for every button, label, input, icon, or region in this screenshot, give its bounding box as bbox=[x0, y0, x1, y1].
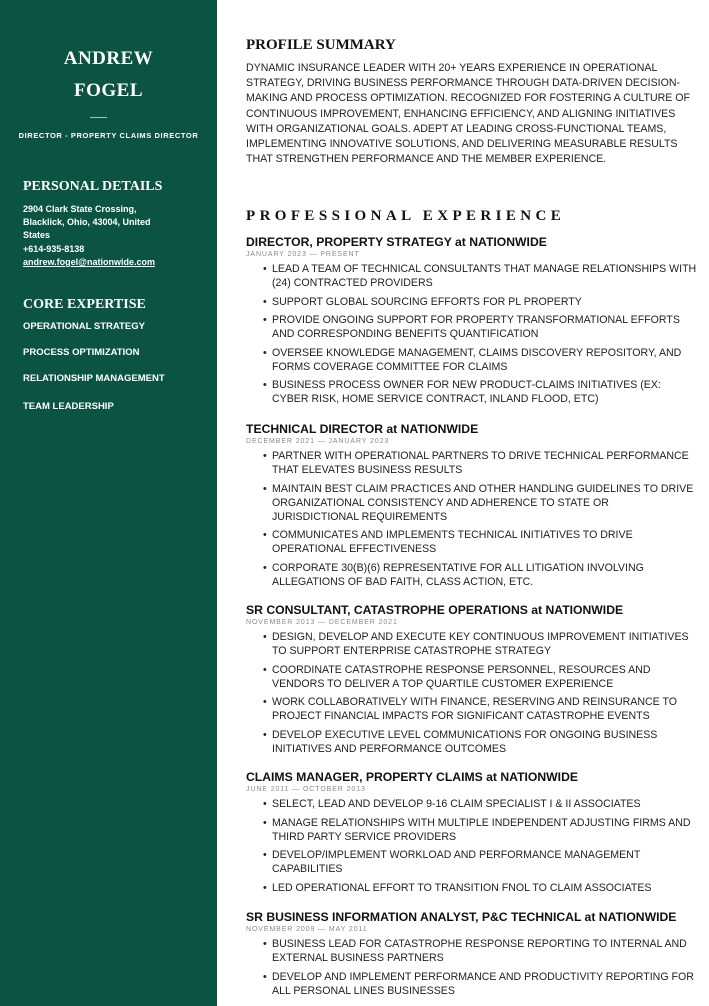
phone: +614-935-8138 bbox=[23, 244, 85, 254]
address: 2904 Clark State Crossing, Blacklick, Ohio, 43004, United States bbox=[23, 204, 151, 240]
skill-item: TEAM LEADERSHIP bbox=[23, 401, 114, 412]
job-bullets bbox=[246, 797, 698, 895]
skill-item: OPERATIONAL STRATEGY bbox=[23, 321, 145, 332]
bullet-item: • DEVELOP/IMPLEMENT WORKLOAD AND PERFORMANCE MANAGEMENT CAPABILITIES bbox=[272, 848, 698, 876]
job-bullets bbox=[246, 937, 698, 998]
bullet-item: • BUSINESS LEAD FOR CATASTROPHE RESPONSE REPORTING TO INTERNAL AND EXTERNAL BUSINESS PARTNERS bbox=[272, 937, 698, 965]
job-entry bbox=[246, 603, 698, 760]
profile-summary-heading: PROFILE SUMMARY bbox=[246, 37, 396, 53]
email-link[interactable]: andrew.fogel@nationwide.com bbox=[23, 257, 155, 267]
job-title: TECHNICAL DIRECTOR at NATIONWIDE bbox=[246, 422, 479, 436]
experience-heading: PROFESSIONAL EXPERIENCE bbox=[246, 208, 566, 224]
bullet-item: • PROVIDE ONGOING SUPPORT FOR PROPERTY TRANSFORMATIONAL EFFORTS AND CORRESPONDING BENEFITS QUANTIFICATION bbox=[272, 313, 698, 341]
last-name: FOGEL bbox=[73, 80, 143, 101]
first-name: ANDREW bbox=[63, 48, 154, 69]
job-bullets bbox=[246, 449, 698, 589]
name-divider bbox=[90, 117, 107, 118]
bullet-item: • COORDINATE CATASTROPHE RESPONSE PERSONNEL, RESOURCES AND VENDORS TO DELIVER A TOP QUARTILE CUSTOMER EXPERIENCE bbox=[272, 663, 698, 691]
bullet-item: • LEAD A TEAM OF TECHNICAL CONSULTANTS THAT MANAGE RELATIONSHIPS WITH (24) CONTRACTED PROVIDERS bbox=[272, 262, 698, 290]
bullet-item: • PARTNER WITH OPERATIONAL PARTNERS TO DRIVE TECHNICAL PERFORMANCE THAT ELEVATES BUSINESS RESULTS bbox=[272, 449, 698, 477]
bullet-item: • WORK COLLABORATIVELY WITH FINANCE, RESERVING AND REINSURANCE TO PROJECT FINANCIAL IMPACTS FOR SIGNIFICANT CATASTROPHE EVENTS bbox=[272, 695, 698, 723]
bullet-item: • BUSINESS PROCESS OWNER FOR NEW PRODUCT-CLAIMS INITIATIVES (EX: CYBER RISK, HOME SERVICE CONTRACT, INLAND FLOOD, ETC) bbox=[272, 378, 698, 406]
bullet-item: • SELECT, LEAD AND DEVELOP 9-16 CLAIM SPECIALIST I & II ASSOCIATES bbox=[272, 797, 698, 811]
job-dates: NOVEMBER 2009 — MAY 2011 bbox=[246, 926, 368, 933]
job-entry bbox=[246, 235, 698, 411]
personal-details-heading: PERSONAL DETAILS bbox=[23, 179, 163, 194]
skill-item: RELATIONSHIP MANAGEMENT bbox=[23, 373, 165, 384]
job-dates: DECEMBER 2021 — JANUARY 2023 bbox=[246, 438, 390, 445]
bullet-item: • DEVELOP AND IMPLEMENT PERFORMANCE AND PRODUCTIVITY REPORTING FOR ALL PERSONAL LINES BUSINESSES bbox=[272, 970, 698, 998]
job-entry bbox=[246, 910, 698, 1002]
bullet-item: • MAINTAIN BEST CLAIM PRACTICES AND OTHER HANDLING GUIDELINES TO DRIVE ORGANIZATIONAL CONSISTENCY AND ADHERENCE TO STATE OR JURISDICTIONAL REQUIREMENTS bbox=[272, 482, 698, 524]
job-dates: JUNE 2011 — OCTOBER 2013 bbox=[246, 786, 366, 793]
job-dates: JANUARY 2023 — PRESENT bbox=[246, 251, 360, 258]
bullet-item: • DEVELOP EXECUTIVE LEVEL COMMUNICATIONS FOR ONGOING BUSINESS INITIATIVES AND PERFORMANCE OUTCOMES bbox=[272, 728, 698, 756]
job-title: DIRECTOR, PROPERTY STRATEGY at NATIONWIDE bbox=[246, 235, 547, 249]
job-title: SR BUSINESS INFORMATION ANALYST, P&C TECHNICAL at NATIONWIDE bbox=[246, 910, 677, 924]
core-expertise-heading: CORE EXPERTISE bbox=[23, 297, 146, 312]
bullet-item: • OVERSEE KNOWLEDGE MANAGEMENT, CLAIMS DISCOVERY REPOSITORY, AND FORMS COVERAGE COMMITTEE FOR CLAIMS bbox=[272, 346, 698, 374]
job-entry bbox=[246, 422, 698, 593]
profile-summary-text: DYNAMIC INSURANCE LEADER WITH 20+ YEARS EXPERIENCE IN OPERATIONAL STRATEGY, DRIVING BUSINESS PERFORMANCE THROUGH DATA-DRIVEN DECISION-MAKING AND PROCESS OPTIMIZATION. RECOGNIZED FOR FOSTERING A CULTURE OF CONTINUOUS IMPROVEMENT, ENHANCING EFFICIENCY, AND ALIGNING INITIATIVES WITH ORGANIZATIONAL GOALS. ADEPT AT LEADING CROSS-FUNCTIONAL TEAMS, IMPLEMENTING INNOVATIVE SOLUTIONS, AND DELIVERING MEASURABLE RESULTS THAT STRENGTHEN PERFORMANCE AND THE MEMBER EXPERIENCE. bbox=[246, 62, 690, 166]
job-title: SR CONSULTANT, CATASTROPHE OPERATIONS at NATIONWIDE bbox=[246, 603, 624, 617]
job-bullets bbox=[246, 630, 698, 756]
sidebar bbox=[0, 0, 217, 1006]
job-bullets bbox=[246, 262, 698, 406]
job-dates: NOVEMBER 2013 — DECEMBER 2021 bbox=[246, 619, 398, 626]
bullet-item: • COMMUNICATES AND IMPLEMENTS TECHNICAL INITIATIVES TO DRIVE OPERATIONAL EFFECTIVENESS bbox=[272, 528, 698, 556]
skill-item: PROCESS OPTIMIZATION bbox=[23, 347, 140, 358]
job-entry bbox=[246, 770, 698, 899]
job-title: DIRECTOR - PROPERTY CLAIMS DIRECTOR bbox=[18, 131, 199, 140]
bullet-item: • SUPPORT GLOBAL SOURCING EFFORTS FOR PL PROPERTY bbox=[272, 295, 698, 309]
job-title: CLAIMS MANAGER, PROPERTY CLAIMS at NATIONWIDE bbox=[246, 770, 579, 784]
bullet-item: • DESIGN, DEVELOP AND EXECUTE KEY CONTINUOUS IMPROVEMENT INITIATIVES TO SUPPORT ENTERPRISE CATASTROPHE STRATEGY bbox=[272, 630, 698, 658]
bullet-item: • MANAGE RELATIONSHIPS WITH MULTIPLE INDEPENDENT ADJUSTING FIRMS AND THIRD PARTY SERVICE PROVIDERS bbox=[272, 816, 698, 844]
bullet-item: • LED OPERATIONAL EFFORT TO TRANSITION FNOL TO CLAIM ASSOCIATES bbox=[272, 881, 698, 895]
bullet-item: • CORPORATE 30(B)(6) REPRESENTATIVE FOR ALL LITIGATION INVOLVING ALLEGATIONS OF BAD FAITH, CLASS ACTION, ETC. bbox=[272, 561, 698, 589]
